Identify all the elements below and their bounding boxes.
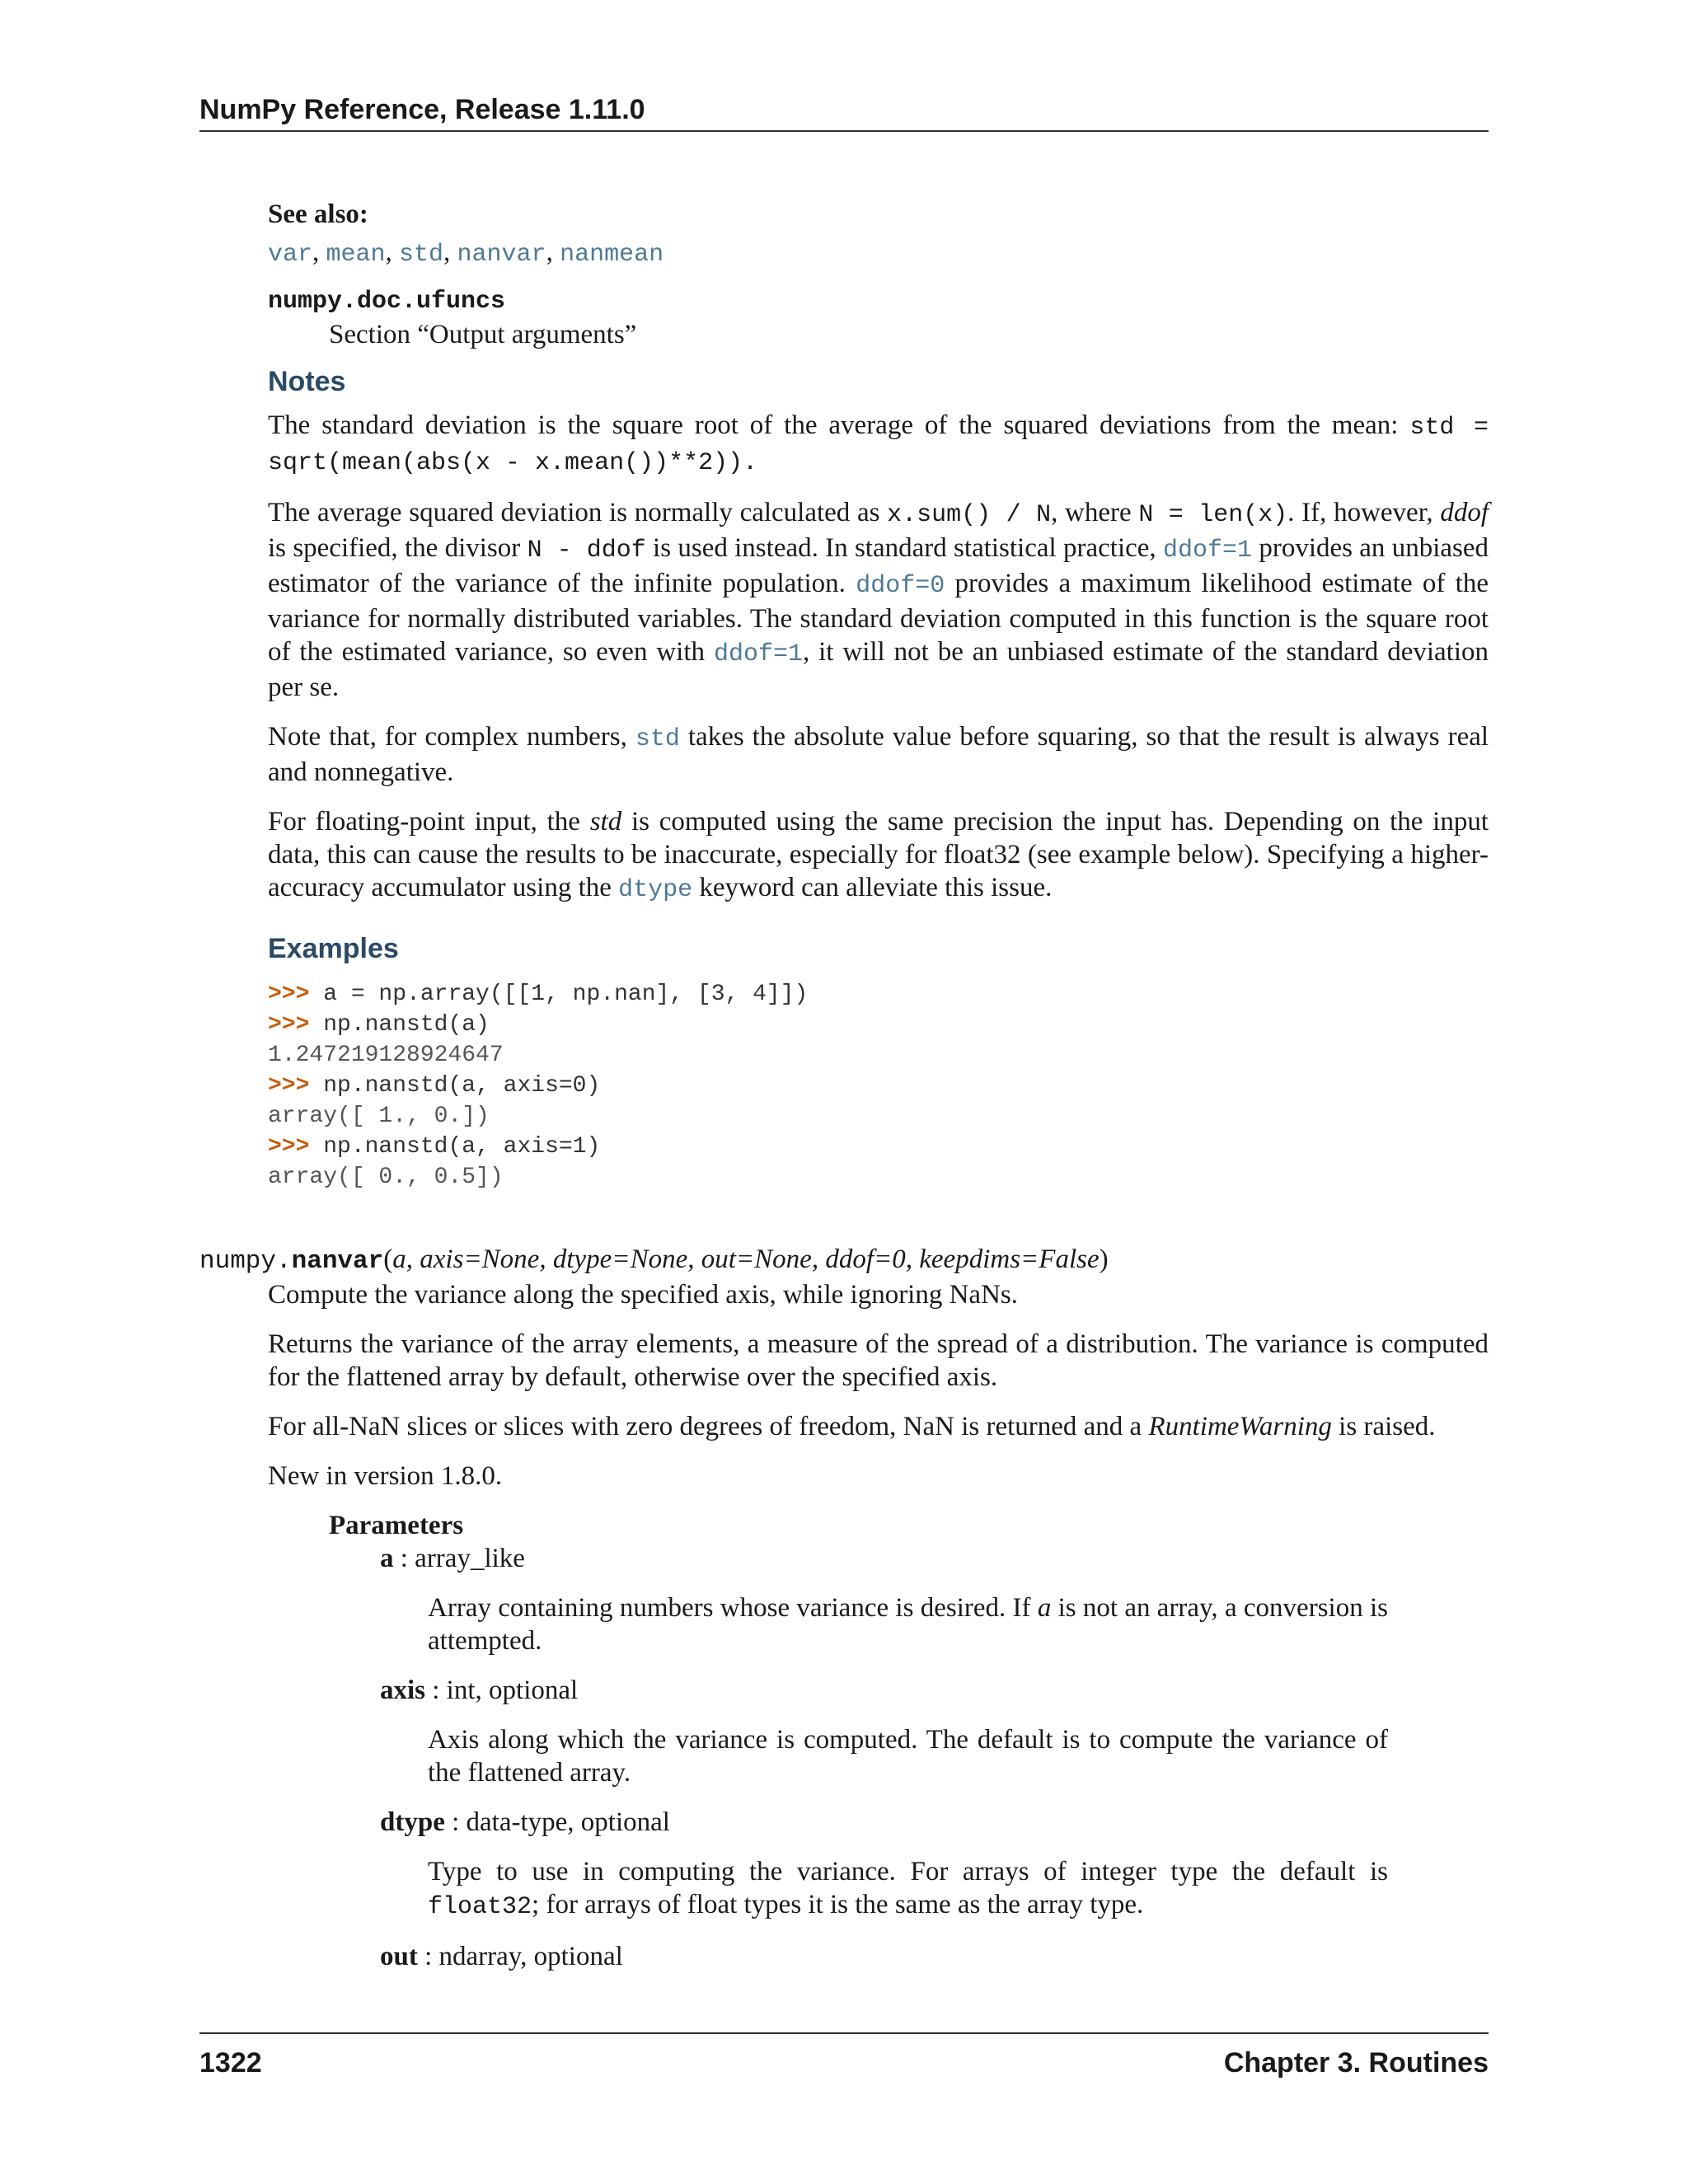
notes-paragraph-2: The average squared deviation is normally calculated as x.sum() / N, where N = len(x). If, however, ddof is specified, the divisor N - ddof is used instead. In standard statistical practice, ddof=1 provides an unbiased estimator of the variance of the infinite population. ddof=0 provides a maximum likelihood estimate of the variance for normally distributed variables. The standard deviation computed in this function is the square root of the estimated variance, so even with ddof=1, it will not be an unbiased estimate of the standard deviation per se. [268, 498, 1489, 702]
link-nanmean[interactable]: nanmean [560, 241, 664, 269]
nanvar-section [199, 1243, 1489, 1990]
code-output: 1.247219128924647 [268, 1043, 504, 1068]
code-line: >>> a = np.array([[1, np.nan], [3, 4]]) [268, 982, 809, 1007]
link-nanvar[interactable]: nanvar [457, 241, 546, 269]
link-var[interactable]: var [268, 241, 313, 269]
code-output: array([ 1., 0.]) [268, 1104, 490, 1129]
example-code-block [268, 979, 1489, 1193]
notes-paragraph-1: The standard deviation is the square root of the average of the squared deviations from the mean: std = sqrt(mean(abs(x - x.mean())**2)). [268, 410, 1489, 477]
chapter-title: Chapter 3. Routines [1223, 2047, 1489, 2079]
notes-heading: Notes [268, 366, 346, 397]
header-title: NumPy Reference, Release 1.11.0 [199, 94, 645, 125]
param-dtype: dtype : data-type, optional Type to use in computing the variance. For arrays of integer type the default is float32; for arrays of float types it is the same as the array type. [329, 1806, 1489, 1924]
function-signature: numpy.nanvar(a, axis=None, dtype=None, out=None, ddof=0, keepdims=False) [199, 1244, 1109, 1276]
link-std[interactable]: std [399, 241, 444, 269]
see-also-links: var, mean, std, nanvar, nanmean [268, 237, 664, 269]
param-out: out : ndarray, optional [380, 1942, 623, 1971]
param-desc: Axis along which the variance is computed. The default is to compute the variance of the flattened array. [428, 1725, 1388, 1788]
link-mean[interactable]: mean [326, 241, 386, 269]
page-number: 1322 [199, 2047, 262, 2079]
doc-entry-name: numpy.doc.ufuncs [268, 288, 506, 316]
see-also-title: See also: [268, 199, 368, 229]
function-description: Returns the variance of the array elements, a measure of the spread of a distribution. The variance is computed for the flattened array by default, otherwise over the specified axis. [268, 1329, 1489, 1392]
parameters-title: Parameters [329, 1511, 464, 1540]
function-warning-note: For all-NaN slices or slices with zero degrees of freedom, NaN is returned and a RuntimeWarning is raised. [268, 1412, 1436, 1441]
notes-paragraph-3: Note that, for complex numbers, std takes the absolute value before squaring, so that the result is always real and nonnegative. [268, 722, 1489, 787]
function-summary: Compute the variance along the specified axis, while ignoring NaNs. [268, 1280, 1018, 1310]
running-header [199, 91, 1489, 132]
function-body [199, 1278, 1489, 1973]
doc-entry-desc: Section “Output arguments” [329, 320, 637, 349]
main-content [268, 198, 1489, 1193]
param-a: a : array_like Array containing numbers whose variance is desired. If a is not an array, a conversion is attempted. [380, 1544, 1388, 1656]
examples-heading: Examples [268, 933, 399, 964]
link-std-inline[interactable]: std [635, 725, 680, 753]
parameters-section [268, 1509, 1489, 1973]
see-also-doc-entry [268, 285, 1489, 363]
running-footer [199, 2032, 1489, 2082]
code-output: array([ 0., 0.5]) [268, 1165, 504, 1190]
param-desc: Type to use in computing the variance. For arrays of integer type the default is float32; for arrays of float types it is the same as the array type. [428, 1857, 1388, 1921]
function-args: a, axis=None, dtype=None, out=None, ddof=0, keepdims=False [392, 1244, 1100, 1274]
code-line: >>> np.nanstd(a, axis=0) [268, 1073, 601, 1099]
version-note: New in version 1.8.0. [268, 1461, 503, 1491]
param-axis: axis : int, optional Axis along which the variance is computed. The default is to compute the variance of the flattened array. [380, 1675, 1388, 1788]
code-line: >>> np.nanstd(a) [268, 1012, 490, 1038]
code-line: >>> np.nanstd(a, axis=1) [268, 1134, 601, 1160]
param-desc: Array containing numbers whose variance is desired. If a is not an array, a conversion is attempted. [428, 1593, 1388, 1656]
inline-code: std = sqrt(mean(abs(x - x.mean())**2)). [268, 414, 1489, 477]
link-dtype[interactable]: dtype [618, 876, 693, 904]
notes-paragraph-4: For floating-point input, the std is computed using the same precision the input has. Depending on the input data, this can cause the results to be inaccurate, especially for float32 (see example below). Specifying a higher-accuracy accumulator using the dtype keyword can alleviate this issue. [268, 807, 1489, 904]
function-name: nanvar [291, 1247, 384, 1276]
